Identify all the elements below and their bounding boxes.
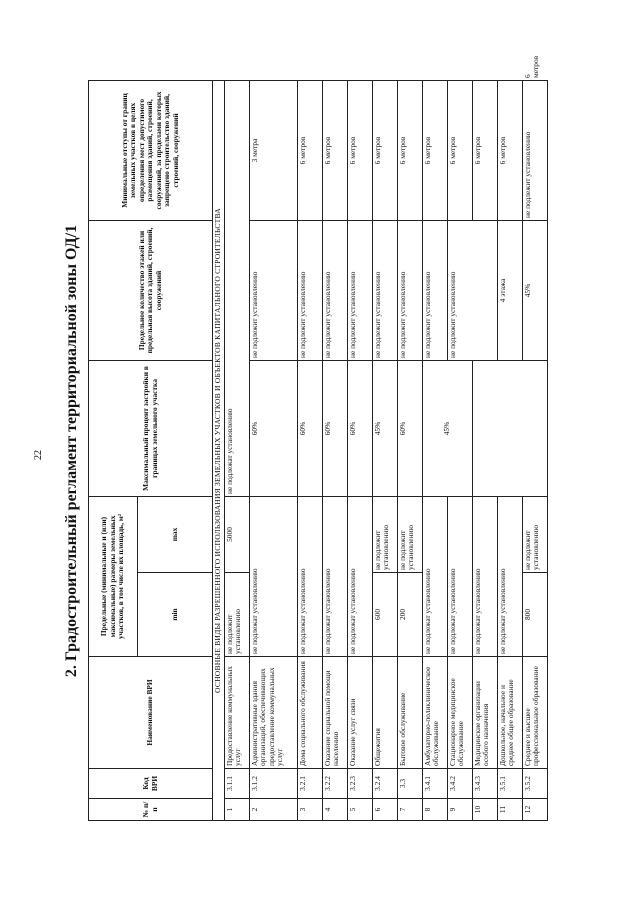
row-number: 9: [447, 799, 472, 821]
row-min-max: не подлежат установлению: [447, 496, 472, 656]
row-build-percent: 60%: [249, 360, 297, 496]
header-code: Код ВРИ: [89, 769, 213, 799]
row-floors: не подлежит установлению: [347, 220, 372, 360]
table-row: [322, 80, 347, 820]
row-setback: 6 метров: [347, 80, 372, 220]
table-row: [422, 80, 447, 820]
row-setback: 6 метров: [372, 80, 397, 220]
header-name: Наименование ВРИ: [89, 657, 213, 769]
row-code: 3.2.1: [297, 769, 322, 799]
row-code: 3.2.4: [372, 769, 397, 799]
row-setback: 6 метров: [472, 80, 497, 220]
header-min: min: [138, 573, 213, 657]
row-min: 600: [372, 573, 397, 657]
page-number: 22: [33, 450, 44, 460]
row-code: 3.5.1: [497, 769, 522, 799]
row-name: Бытовое обслуживание: [397, 657, 422, 769]
row-number: 2: [249, 799, 297, 821]
header-floors: Предельное количество этажей или предельная высота зданий, строений, сооружений: [89, 220, 213, 360]
row-build-percent: 60%: [322, 360, 347, 496]
table-row: [397, 80, 422, 820]
table-row: [347, 80, 372, 820]
row-floors: не подлежит установлению: [249, 220, 297, 360]
row-min-max: не подлежат установлению: [497, 496, 522, 656]
section-title: ОСНОВНЫЕ ВИДЫ РАЗРЕШЕННОГО ИСПОЛЬЗОВАНИЯ ЗЕМЕЛЬНЫХ УЧАСТКОВ И ОБЪЕКТОВ КАПИТАЛЬНОГО СТРОИТЕЛЬСТВА: [213, 80, 225, 820]
row-floors: не подлежит установлению: [297, 220, 322, 360]
row-min-max: не подлежат установлению: [322, 496, 347, 656]
row-name: Общежития: [372, 657, 397, 769]
row-number: 8: [422, 799, 447, 821]
row-code: 3.4.1: [422, 769, 447, 799]
row-floors: не подлежит установлению: [522, 80, 547, 220]
row-build-percent: 60%: [347, 360, 372, 496]
table-row: [472, 80, 497, 820]
row-code: 3.5.2: [522, 769, 547, 799]
table-row: [372, 80, 397, 820]
row-build-percent: 45%: [422, 360, 472, 496]
row-code: 3.2.3: [347, 769, 372, 799]
row-min-max: не подлежат установлению: [297, 496, 322, 656]
row-code: 3.4.2: [447, 769, 472, 799]
row-name: Административные здания организаций, обеспечивающих предоставление коммунальных услуг: [249, 657, 297, 769]
row-name: Оказание услуг связи: [347, 657, 372, 769]
row-setback: 6 метров: [397, 80, 422, 220]
row-code: 3.3: [397, 769, 422, 799]
row-max: не подлежит установлению: [397, 496, 422, 572]
row-name: Среднее и высшее профессиональное образование: [522, 657, 547, 769]
row-number: 6: [372, 799, 397, 821]
row-build-percent: 45%: [372, 360, 397, 496]
row-build-percent: 60%: [397, 360, 422, 496]
row-setback: 6 метров: [447, 80, 472, 220]
row-floors: не подлежит установлению: [397, 220, 422, 360]
row-code: 3.1.2: [249, 769, 297, 799]
row-floors: не подлежит установлению: [322, 220, 347, 360]
table-row: [249, 80, 297, 820]
row-number: 7: [397, 799, 422, 821]
row-floors: не подлежит установлению: [422, 220, 447, 360]
row-name: Оказание социальной помощи населению: [322, 657, 347, 769]
row-max: не подлежит установлению: [522, 496, 547, 572]
row-build-percent: 60%: [297, 360, 322, 496]
row-name: Амбулаторно-поликлиническое обслуживание: [422, 657, 447, 769]
table-row: 12 3.5.2 Среднее и высшее профессиональное образование 800 не подлежит установлению 45% не подлежит установлению 6 метров: [522, 80, 547, 820]
row-name: Дошкольное, начальное и среднее общее образование: [497, 657, 522, 769]
row-min-max: не подлежат установлению: [472, 496, 497, 656]
row-floors: не подлежит установлению: [372, 220, 397, 360]
row-setback: 6 метров: [322, 80, 347, 220]
row-number: 3: [297, 799, 322, 821]
row-number: 4: [322, 799, 347, 821]
row-setback: 3 метра: [249, 80, 297, 220]
row-not-regulated: не подлежат установлению: [224, 80, 249, 496]
header-sizes: Предельные (минимальные и (или) максимальные) размеры земельных участков, в том числе их площадь, м²: [89, 496, 138, 656]
row-setback: 6 метров: [497, 80, 522, 220]
row-code: 3.1.1: [224, 769, 249, 799]
row-floors: 4 этажа: [497, 220, 522, 360]
row-max: не подлежит установлению: [372, 496, 397, 572]
row-build-percent: 45%: [522, 220, 547, 360]
page-title: 2. Градостроительный регламент территориальной зоны ОД/1: [63, 224, 80, 678]
row-min-max: не подлежат установлению: [422, 496, 447, 656]
row-number: 12: [522, 799, 547, 821]
row-name: Стационарное медицинское обслуживание: [447, 657, 472, 769]
row-name: Медицинские организации особого назначения: [472, 657, 497, 769]
row-number: 10: [472, 799, 497, 821]
row-max: 5000: [224, 496, 249, 572]
table-row: [297, 80, 322, 820]
row-name: Предоставление коммунальных услуг: [224, 657, 249, 769]
row-min: 200: [397, 573, 422, 657]
table-row: [224, 80, 249, 820]
header-num: № п/п: [89, 799, 213, 821]
header-build-percent: Максимальный процент застройки в границах земельного участка: [89, 360, 213, 496]
section-row: [213, 80, 225, 820]
row-name: Дома социального обслуживания: [297, 657, 322, 769]
row-code: 3.2.2: [322, 769, 347, 799]
row-number: 1: [224, 799, 249, 821]
row-min-max: не подлежат установлению: [347, 496, 372, 656]
row-setback: 6 метров: [422, 80, 447, 220]
row-min: не подлежит установлению: [224, 573, 249, 657]
header-setbacks: Минимальные отступы от границ земельных участков в целях определения мест допустимого размещения зданий, строений, сооружений, за пределами которых запрещено строительство зданий, строений, сооружений: [89, 80, 213, 220]
regulation-table: [88, 55, 548, 821]
row-number: 5: [347, 799, 372, 821]
header-max: max: [138, 496, 213, 572]
row-min: 800: [522, 573, 547, 657]
row-code: 3.4.3: [472, 769, 497, 799]
row-min-max: не подлежат установлению: [249, 496, 297, 656]
row-build-percent-empty: [472, 360, 547, 496]
header-row: [89, 80, 138, 820]
row-number: 11: [497, 799, 522, 821]
row-floors: не подлежит установлению: [447, 220, 497, 360]
row-setback: 6 метров: [297, 80, 322, 220]
